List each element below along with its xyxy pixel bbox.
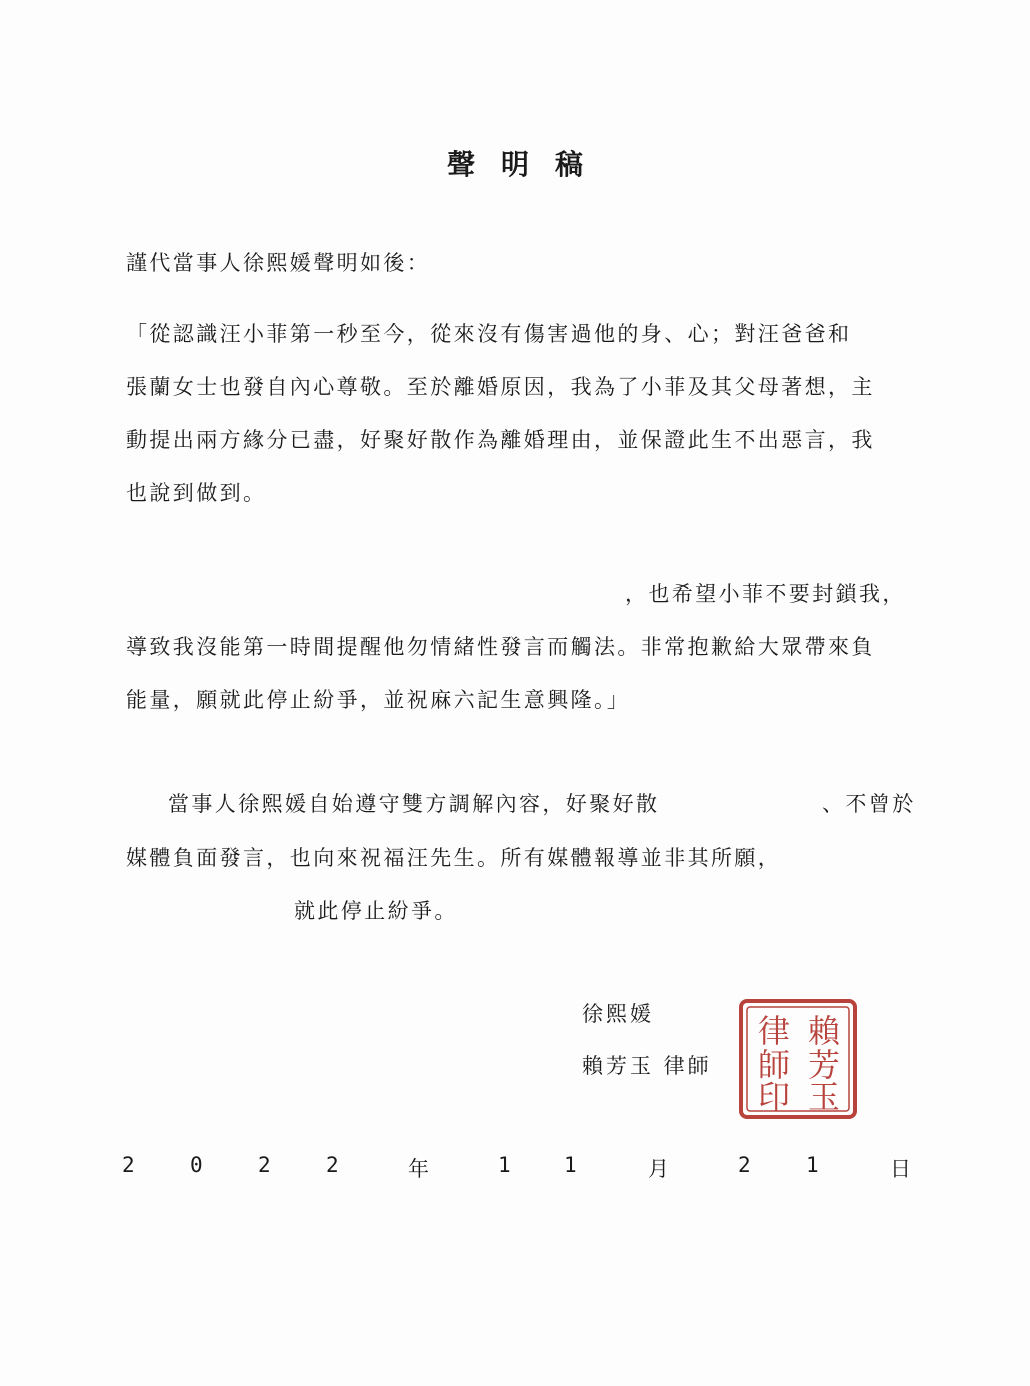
date-year-digit-2: 0 (190, 1153, 203, 1177)
quote-line-3: 動提出兩方緣分已盡，好聚好散作為離婚理由，並保證此生不出惡言，我 (126, 428, 875, 452)
seal-char-4: 律 (757, 1012, 791, 1050)
date-day-digit-2: 1 (806, 1153, 819, 1177)
date-month-digit-2: 1 (564, 1153, 577, 1177)
date-day-digit-1: 2 (738, 1153, 751, 1177)
seal-char-2: 芳 (807, 1046, 841, 1084)
closing-line-1: 當事人徐熙媛自始遵守雙方調解內容，好聚好散 (168, 792, 660, 816)
quote2-line-1: ，也希望小菲不要封鎖我， (625, 582, 906, 606)
closing-line-2: 媒體負面發言，也向來祝福汪先生。所有媒體報導並非其所願， (126, 846, 782, 870)
date-year-digit-1: 2 (122, 1153, 135, 1177)
quote2-line-3: 能量，願就此停止紛爭，並祝麻六記生意興隆。」 (126, 688, 631, 712)
lawyer-name: 賴芳玉 律師 (582, 1054, 712, 1078)
closing-line-3: 就此停止紛爭。 (294, 899, 458, 923)
date-year-digit-3: 2 (258, 1153, 271, 1177)
seal-char-6: 印 (757, 1078, 791, 1116)
seal-char-3: 玉 (807, 1078, 841, 1116)
quote2-line-2: 導致我沒能第一時間提醒他勿情緒性發言而觸法。非常抱歉給大眾帶來負 (126, 635, 875, 659)
intro-line: 謹代當事人徐熙媛聲明如後： (126, 251, 431, 275)
date-year-digit-4: 2 (326, 1153, 339, 1177)
lawyer-seal (738, 998, 858, 1120)
closing-line-1b: 、不曾於 (822, 792, 916, 816)
date-month-digit-1: 1 (498, 1153, 511, 1177)
quote-line-4: 也說到做到。 (126, 481, 267, 505)
quote-line-1: 「從認識汪小菲第一秒至今，從來沒有傷害過他的身、心；對汪爸爸和 (126, 322, 852, 346)
page-title: 聲明稿 (446, 148, 609, 181)
date-row (120, 1153, 920, 1183)
date-month-unit: 月 (648, 1157, 669, 1181)
date-day-unit: 日 (890, 1157, 911, 1181)
signatory-name: 徐熙媛 (582, 1002, 654, 1026)
seal-char-5: 師 (757, 1046, 791, 1084)
seal-char-1: 賴 (807, 1012, 841, 1050)
date-year-unit: 年 (408, 1157, 429, 1181)
quote-line-2: 張蘭女士也發自內心尊敬。至於離婚原因，我為了小菲及其父母著想，主 (126, 375, 875, 399)
